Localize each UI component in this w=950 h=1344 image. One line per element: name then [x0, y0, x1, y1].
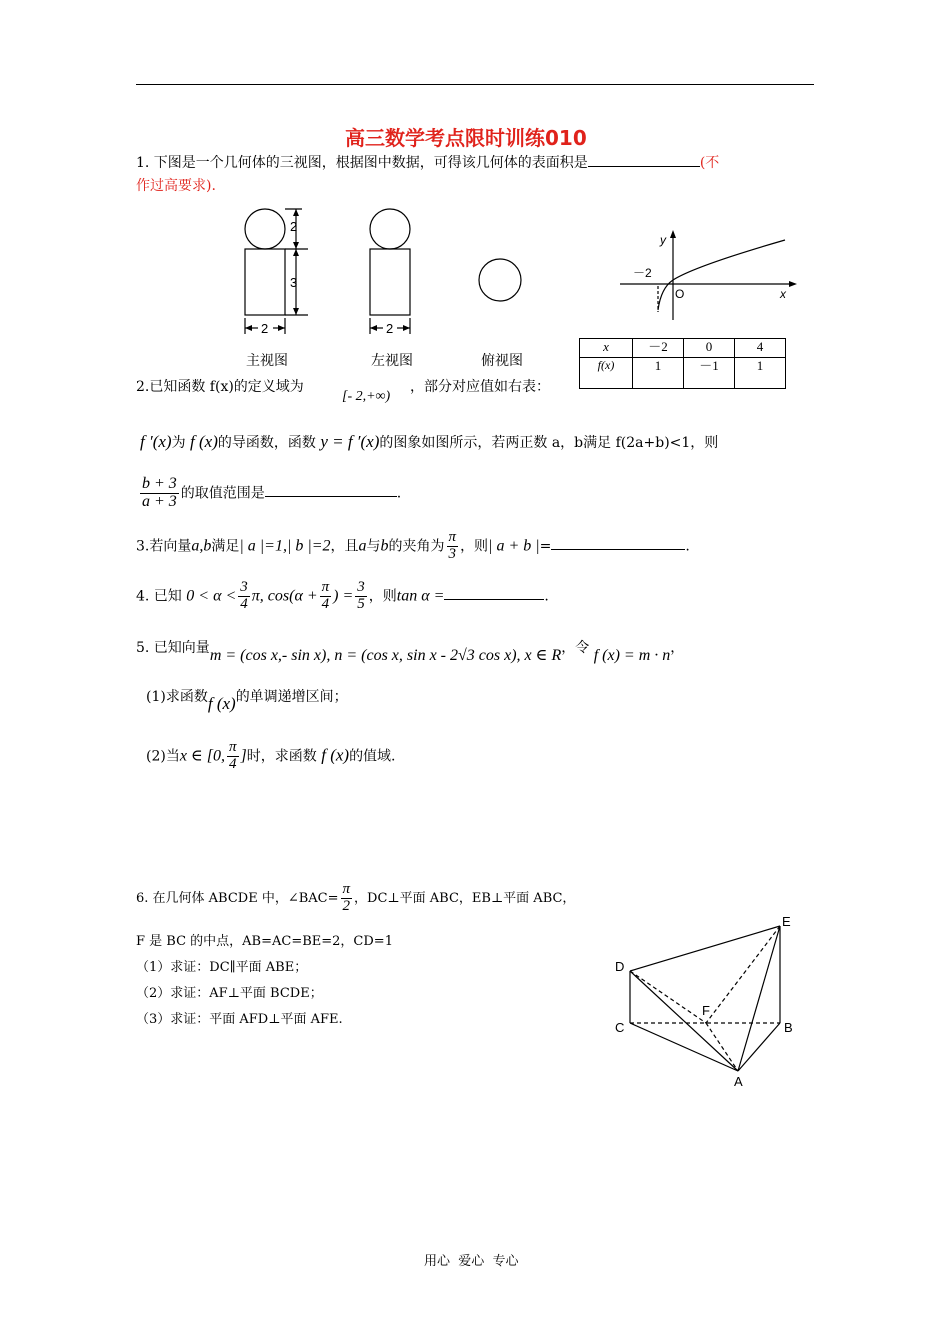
q1-answer-blank[interactable] — [588, 152, 700, 167]
q5-vecs: m = (cos x,- sin x), n = (cos x, sin x - 2√3 cos x), x ∈ R — [209, 647, 562, 664]
q5-part2 — [146, 740, 396, 773]
q5-p1-f: f (x) — [207, 694, 236, 713]
q4-end: . — [544, 588, 549, 605]
q4-text-a: 4. 已知 — [136, 588, 182, 605]
q2-text-c: 的导函数，函数 — [217, 435, 316, 451]
point-label-B: B — [784, 1020, 793, 1035]
q4-tan: tan α = — [396, 587, 445, 605]
q2-text-d: 的图象如图所示，若两正数 a，b满足 f(2a+b)<1，则 — [379, 435, 719, 451]
q3-text-e: ，则 — [460, 538, 489, 555]
header-rule — [136, 84, 814, 85]
q2-fx: f (x) — [190, 432, 218, 451]
q6-sub1: （1）求证：DC∥平面 ABE； — [136, 960, 308, 975]
q4-answer-blank[interactable] — [444, 585, 544, 600]
dim-3: 3 — [290, 275, 298, 290]
graph-origin: O — [675, 287, 685, 301]
q6-line1 — [136, 882, 575, 915]
table-cell: 0 — [684, 339, 735, 358]
table-cell: 1 — [633, 358, 684, 389]
q3-va: a — [358, 537, 367, 555]
label-side-view: 左视图 — [371, 353, 413, 369]
q5-line — [136, 638, 685, 664]
q3-text-c: ，且 — [330, 538, 359, 555]
q2-frac-den: a + 3 — [142, 492, 177, 510]
q4-line — [136, 580, 549, 613]
q3-eq: = — [539, 538, 552, 555]
q5-p2-frac-den: 4 — [229, 755, 237, 772]
q3-line: 3.若向量a,b满足| a |=1,| b |=2，且a与b的夹角为 $\frac{\pi}{3}$ ，则| a + b |= . — [136, 529, 690, 562]
q5-p2-x: x ∈ [0, — [179, 747, 226, 765]
q5-p1-text-a: (1)求函数 — [146, 689, 208, 705]
q5-p2-c: ] — [240, 747, 247, 765]
q2-text-e: 的取值范围是 — [180, 485, 265, 502]
table-cell: 4 — [735, 339, 786, 358]
table-cell: 1 — [735, 358, 786, 389]
q6-sub3: （3）求证：平面 AFD⊥平面 AFE. — [136, 1012, 343, 1027]
page-footer: 用心 爱心 专心 — [424, 1254, 519, 1269]
q2-domain: [- 2,+∞) — [342, 389, 391, 404]
q2-line3: $\frac{b + 3}{a + 3}$ 的取值范围是 . — [142, 475, 402, 510]
q4-cond3: ) = — [333, 587, 354, 605]
table-cell: f(x) — [580, 358, 633, 389]
q2-yeq: y = f ′(x) — [320, 432, 380, 451]
q1-line1 — [136, 152, 719, 173]
table-cell: －1 — [684, 358, 735, 389]
point-label-F: F — [702, 1003, 710, 1018]
q3-text-d: 的夹角为 — [388, 538, 445, 555]
q2-fraction — [140, 476, 179, 511]
label-front-view: 主视图 — [246, 353, 288, 369]
dim-2-top: 2 — [290, 219, 298, 234]
q6-frac-num: π — [342, 881, 351, 897]
table-row-values — [580, 358, 786, 389]
top-view-circle — [479, 259, 521, 301]
side-view-circle — [370, 209, 410, 249]
geometry-figure — [610, 910, 810, 1092]
q5-p1-text-b: 的单调递增区间； — [235, 689, 348, 705]
q2-fprime: f ′(x) — [140, 432, 172, 451]
q2-wei: 为 — [171, 435, 186, 451]
q3-cond: | a |=1,| b |=2 — [239, 537, 331, 555]
q5-p2-frac-num: π — [229, 739, 237, 755]
q3-vb: b — [380, 537, 389, 555]
q3-yu: 与 — [366, 538, 381, 555]
q2-text-b: ，部分对应值如右表： — [410, 379, 550, 395]
q4-f1d: 4 — [240, 595, 248, 612]
q1-text: 1. 下图是一个几何体的三视图，根据图中数据，可得该几何体的表面积是 — [136, 155, 588, 171]
q3-vecs: a,b — [191, 537, 212, 555]
q4-f3n: 3 — [357, 579, 365, 595]
page-title: 高三数学考点限时训练010 — [345, 126, 587, 150]
q5-p2-f: f (x) — [321, 745, 350, 765]
q4-f1n: 3 — [240, 579, 248, 595]
q6-text-a: 6. 在几何体 ABCDE 中，∠BAC= — [136, 890, 339, 906]
q4-cond1: 0 < α < — [186, 587, 237, 605]
q1-note-b: 作过高要求). — [136, 178, 216, 194]
q2-answer-blank[interactable] — [265, 482, 397, 497]
q6-frac — [341, 882, 353, 915]
q3-answer-blank[interactable] — [551, 535, 685, 550]
q4-f2d: 4 — [321, 595, 330, 612]
q4-frac3 — [355, 580, 367, 613]
q4-f2n: π — [321, 579, 330, 595]
q3-frac-num: π — [448, 529, 457, 545]
side-view-rect — [370, 249, 410, 315]
table-cell: －2 — [633, 339, 684, 358]
q5-p2-text-e: 的值域. — [349, 748, 396, 765]
graph-x-label: x — [780, 287, 786, 301]
dim-2-side-bottom: 2 — [386, 321, 394, 336]
point-label-E: E — [782, 914, 791, 929]
point-label-A: A — [734, 1074, 743, 1089]
point-label-D: D — [615, 959, 625, 974]
q5-part1 — [146, 686, 348, 713]
q2-frac-num: b + 3 — [142, 475, 177, 492]
q3-res: | a + b | — [488, 537, 540, 555]
q1-note-a: (不 — [699, 155, 720, 171]
q4-cond2: π, cos(α + — [251, 587, 318, 605]
q3-text-b: 满足 — [211, 538, 240, 555]
table-row-header — [580, 339, 786, 358]
q5-ling: ，令 — [561, 640, 590, 656]
q5-p2-text-b: 时，求函数 — [246, 748, 317, 765]
q4-f3d: 5 — [357, 595, 365, 612]
q6-line2: F 是 BC 的中点，AB=AC=BE=2，CD=1 — [136, 934, 393, 949]
q6-sub2: （2）求证：AF⊥平面 BCDE； — [136, 986, 323, 1001]
q2-text-a: 2.已知函数 f(x)的定义域为 — [136, 379, 304, 395]
q5-p2-text-a: (2)当 — [146, 748, 180, 765]
q5-p2-frac — [227, 740, 239, 773]
q5-text-a: 5. 已知向量 — [136, 640, 210, 656]
q4-frac2 — [320, 580, 332, 613]
q3-text-a: 3.若向量 — [136, 538, 192, 555]
q6-frac-den: 2 — [342, 897, 351, 914]
table-cell: x — [580, 339, 633, 358]
front-view-circle — [245, 209, 285, 249]
q5-fdef: f (x) = m · n — [593, 647, 671, 664]
q5-comma: ， — [670, 640, 685, 656]
graph-y-label: y — [660, 233, 666, 247]
value-table — [579, 338, 786, 389]
label-top-view: 俯视图 — [481, 353, 523, 369]
q4-frac1 — [238, 580, 250, 613]
point-label-C: C — [615, 1020, 625, 1035]
q4-text-b: ，则 — [368, 588, 397, 605]
q6-text-b: ，DC⊥平面 ABC，EB⊥平面 ABC， — [354, 890, 576, 906]
front-view-rect — [245, 249, 285, 315]
q2-line2 — [140, 432, 718, 453]
derivative-graph — [615, 228, 805, 324]
q3-fraction — [447, 530, 459, 563]
graph-minus2-mark: －2 — [633, 266, 652, 280]
q3-frac-den: 3 — [448, 545, 457, 562]
q2-line1 — [136, 377, 304, 397]
dim-2-front-bottom: 2 — [261, 321, 269, 336]
